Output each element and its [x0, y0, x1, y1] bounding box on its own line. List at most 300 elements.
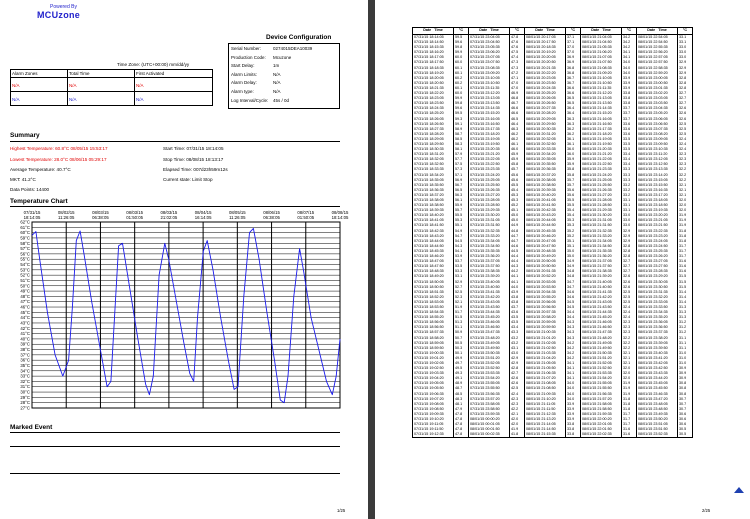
log-datetime-cell: 08/01/15 22:54:05: [637, 35, 678, 41]
alarm-cell: N/A: [136, 83, 144, 88]
log-temp-cell: 31.3: [678, 305, 693, 310]
log-temp-cell: 34.2: [622, 40, 637, 45]
log-temp-cell: 32.6: [678, 111, 693, 116]
log-datetime-cell: 07/31/15 23:23:35: [469, 167, 510, 172]
log-temp-cell: 32.9: [622, 229, 637, 234]
log-temp-cell: 52.3: [454, 295, 469, 300]
log-temp-cell: 32.8: [622, 244, 637, 249]
log-datetime-cell: 08/01/15 23:48:05: [637, 402, 678, 407]
log-temp-cell: 50.1: [454, 351, 469, 356]
log-datetime-cell: 07/31/15 23:43:05: [469, 300, 510, 305]
log-temp-cell: 51.7: [454, 310, 469, 315]
log-datetime-cell: 08/01/15 23:15:50: [637, 183, 678, 188]
log-datetime-cell: 08/01/15 23:48:50: [637, 407, 678, 412]
log-temp-cell: 47.5: [510, 50, 525, 55]
log-temp-cell: 60.0: [454, 55, 469, 60]
log-temp-cell: 46.1: [510, 142, 525, 147]
log-datetime-cell: 08/01/15 20:33:35: [525, 147, 566, 152]
log-datetime-cell: 07/31/15 23:14:35: [469, 106, 510, 111]
log-datetime-cell: 08/01/15 21:57:20: [581, 397, 622, 402]
log-datetime-cell: 08/01/15 23:09:50: [637, 142, 678, 147]
log-temp-cell: 32.5: [622, 295, 637, 300]
log-temp-cell: 32.2: [622, 341, 637, 346]
log-datetime-cell: 07/31/15 23:11:35: [469, 86, 510, 91]
summary-title: Summary: [10, 132, 40, 139]
log-temp-cell: 32.4: [622, 315, 637, 320]
log-temp-cell: 32.7: [678, 91, 693, 96]
log-temp-cell: 33.7: [622, 106, 637, 111]
log-datetime-cell: 08/01/15 21:19:05: [581, 137, 622, 142]
log-temp-cell: 47.4: [510, 55, 525, 60]
log-datetime-cell: 08/01/15 21:36:20: [581, 254, 622, 259]
log-datetime-cell: 08/01/15 23:36:05: [637, 320, 678, 325]
log-temp-cell: 33.5: [622, 137, 637, 142]
log-datetime-cell: 07/31/15 23:31:50: [469, 223, 510, 228]
x-tick-time: 06:38:05: [92, 215, 109, 220]
log-datetime-cell: 07/31/15 23:41:35: [469, 290, 510, 295]
log-temp-cell: 33.8: [566, 427, 581, 432]
log-header-time: Time: [602, 28, 611, 33]
log-temp-cell: 46.0: [510, 147, 525, 152]
log-temp-cell: 32.8: [622, 254, 637, 259]
log-temp-cell: 47.2: [510, 71, 525, 76]
log-datetime-cell: 08/01/15 20:40:20: [525, 193, 566, 198]
y-tick-label: 61°C: [20, 224, 30, 230]
x-tick-date: 08/03/15: [126, 210, 144, 215]
log-datetime-cell: 08/01/15 22:59:20: [637, 71, 678, 76]
log-datetime-cell: 08/01/15 20:52:20: [525, 274, 566, 279]
log-temp-cell: 35.0: [566, 249, 581, 254]
log-header-time: Time: [490, 28, 499, 33]
log-datetime-cell: 08/01/15 23:37:35: [637, 330, 678, 335]
log-temp-cell: 56.3: [454, 193, 469, 198]
log-temp-cell: 36.7: [566, 81, 581, 86]
log-temp-cell: 37.0: [566, 50, 581, 55]
log-datetime-cell: 08/01/15 20:51:35: [525, 269, 566, 274]
log-datetime-cell: 07/31/15 23:34:50: [469, 244, 510, 249]
log-temp-cell: 31.6: [678, 259, 693, 264]
log-datetime-cell: 08/01/15 21:53:35: [581, 371, 622, 376]
log-temp-cell: 45.8: [510, 162, 525, 167]
log-datetime-cell: 08/01/15 23:08:20: [637, 132, 678, 137]
y-tick-label: 45°C: [20, 309, 30, 315]
alarm-zones-table: [10, 69, 213, 106]
log-column-header: [581, 28, 622, 35]
log-datetime-cell: 08/01/15 23:22:35: [637, 229, 678, 234]
log-datetime-cell: 08/01/15 20:22:20: [525, 71, 566, 76]
log-temp-cell: 32.8: [678, 76, 693, 81]
log-datetime-cell: 08/01/15 00:01:05: [469, 422, 510, 427]
log-temp-cell: 33.1: [678, 35, 693, 41]
log-temp-cell: 46.8: [510, 96, 525, 101]
log-datetime-cell: 08/01/15 23:03:05: [637, 96, 678, 101]
log-datetime-cell: 08/01/15 21:20:35: [581, 147, 622, 152]
log-datetime-cell: 08/01/15 20:37:20: [525, 173, 566, 178]
log-temp-cell: 35.7: [566, 183, 581, 188]
log-datetime-cell: 08/01/15 21:13:05: [581, 96, 622, 101]
log-temp-cell: 59.6: [454, 106, 469, 111]
log-datetime-cell: 07/31/15 18:33:35: [413, 167, 454, 172]
log-temp-cell: 30.9: [678, 371, 693, 376]
data-points: Data Points: 14400: [10, 187, 50, 192]
log-datetime-cell: 08/01/15 20:23:50: [525, 81, 566, 86]
x-tick-date: 08/07/15: [297, 210, 315, 215]
log-datetime-cell: 08/01/15 23:43:35: [637, 371, 678, 376]
log-datetime-cell: 08/01/15 20:25:20: [525, 91, 566, 96]
log-temp-cell: 58.1: [454, 147, 469, 152]
log-datetime-cell: 07/31/15 23:52:50: [469, 366, 510, 371]
log-temp-cell: 32.5: [678, 127, 693, 132]
log-datetime-cell: 08/01/15 20:30:35: [525, 127, 566, 132]
log-temp-cell: 51.9: [454, 305, 469, 310]
table-row: [413, 173, 693, 178]
log-datetime-cell: 07/31/15 23:59:35: [469, 412, 510, 417]
log-temp-cell: 45.3: [510, 198, 525, 203]
log-datetime-cell: 07/31/15 18:30:35: [413, 147, 454, 152]
log-datetime-cell: 08/01/15 20:20:05: [525, 55, 566, 60]
log-datetime-cell: 07/31/15 18:40:20: [413, 213, 454, 218]
log-temp-cell: 34.3: [566, 336, 581, 341]
device-config-value: N/A: [273, 80, 281, 86]
log-temp-cell: 42.0: [510, 422, 525, 427]
log-datetime-cell: 08/01/15 21:06:20: [581, 50, 622, 55]
log-temp-cell: 33.1: [622, 198, 637, 203]
x-tick-time: 16:14:05: [194, 215, 212, 220]
log-temp-cell: 36.8: [566, 71, 581, 76]
log-temp-cell: 47.8: [510, 35, 525, 41]
y-tick-label: 60°C: [20, 230, 30, 236]
log-temp-cell: 34.0: [566, 386, 581, 391]
log-datetime-cell: 07/31/15 18:50:50: [413, 285, 454, 290]
log-datetime-cell: 08/01/15 21:04:05: [581, 35, 622, 41]
log-datetime-cell: 08/01/15 20:32:05: [525, 137, 566, 142]
log-temp-cell: 32.0: [678, 203, 693, 208]
device-config-label: Serial Number:: [231, 46, 262, 51]
log-temp-cell: 41.9: [510, 427, 525, 432]
log-datetime-cell: 07/31/15 23:57:20: [469, 397, 510, 402]
log-column-header: °C: [622, 28, 637, 35]
y-tick-label: 48°C: [20, 293, 30, 299]
log-temp-cell: 34.5: [566, 305, 581, 310]
log-datetime-cell: 08/01/15 21:07:20: [525, 376, 566, 381]
log-temp-cell: 32.2: [678, 178, 693, 183]
log-temp-cell: 36.0: [566, 152, 581, 157]
log-temp-cell: 30.6: [678, 417, 693, 422]
device-config-label: Alarm type:: [231, 89, 254, 94]
log-datetime-cell: 08/01/15 23:16:35: [637, 188, 678, 193]
log-datetime-cell: 08/01/15 23:00:05: [637, 76, 678, 81]
log-column-header: °C: [566, 28, 581, 35]
log-temp-cell: 36.4: [566, 106, 581, 111]
temperature-chart: [0, 206, 350, 411]
log-datetime-cell: 07/31/15 18:29:50: [413, 142, 454, 147]
log-datetime-cell: 08/01/15 21:28:05: [581, 198, 622, 203]
log-temp-cell: 42.9: [510, 356, 525, 361]
chart-title: Temperature Chart: [10, 198, 68, 205]
alarm-col-zones: Alarm Zones: [12, 71, 38, 76]
log-datetime-cell: 07/31/15 23:33:20: [469, 234, 510, 239]
log-datetime-cell: 08/01/15 23:29:20: [637, 274, 678, 279]
log-temp-cell: 56.7: [454, 183, 469, 188]
table-row: [413, 392, 693, 397]
log-temp-cell: 34.6: [566, 290, 581, 295]
log-datetime-cell: 07/31/15 18:23:05: [413, 96, 454, 101]
marked-event-title: Marked Event: [10, 424, 53, 431]
log-datetime-cell: 07/31/15 23:30:20: [469, 213, 510, 218]
log-temp-cell: 46.6: [510, 106, 525, 111]
y-tick-label: 50°C: [20, 283, 30, 289]
log-datetime-cell: 07/31/15 23:49:05: [469, 341, 510, 346]
log-temp-cell: 32.2: [622, 346, 637, 351]
log-datetime-cell: 07/31/15 23:29:35: [469, 208, 510, 213]
x-tick-time: 18:14:05: [331, 215, 349, 220]
log-temp-cell: 42.6: [510, 376, 525, 381]
x-tick-date: 08/03/15: [92, 210, 109, 215]
log-temp-cell: 34.6: [566, 295, 581, 300]
device-config-value: 0274015DEA10039: [273, 46, 313, 51]
log-temp-cell: 34.0: [622, 60, 637, 65]
log-datetime-cell: 07/31/15 18:59:05: [413, 341, 454, 346]
log-datetime-cell: 07/31/15 23:37:50: [469, 264, 510, 269]
log-datetime-cell: 07/31/15 19:00:35: [413, 351, 454, 356]
log-temp-cell: 32.3: [622, 325, 637, 330]
log-temp-cell: 35.8: [566, 173, 581, 178]
temperature-log-table: [412, 27, 693, 438]
log-column-header: °C: [510, 28, 525, 35]
log-temp-cell: 34.4: [566, 315, 581, 320]
log-temp-cell: 31.4: [678, 290, 693, 295]
log-datetime-cell: 07/31/15 23:39:20: [469, 274, 510, 279]
table-row: [413, 386, 693, 391]
log-temp-cell: 49.7: [454, 361, 469, 366]
log-datetime-cell: 07/31/15 23:52:05: [469, 361, 510, 366]
log-datetime-cell: 08/01/15 20:31:20: [525, 132, 566, 137]
page-number: 1/25: [337, 508, 346, 513]
log-datetime-cell: 07/31/15 18:25:20: [413, 111, 454, 116]
log-datetime-cell: 08/01/15 21:56:35: [581, 392, 622, 397]
log-datetime-cell: 07/31/15 23:04:50: [469, 40, 510, 45]
log-temp-cell: 34.2: [622, 45, 637, 50]
log-datetime-cell: 07/31/15 23:13:50: [469, 101, 510, 106]
log-datetime-cell: 08/01/15 20:53:05: [525, 280, 566, 285]
table-row: [413, 71, 693, 76]
log-datetime-cell: 07/31/15 19:04:20: [413, 376, 454, 381]
log-datetime-cell: 08/01/15 21:11:50: [525, 407, 566, 412]
log-datetime-cell: 08/01/15 23:03:50: [637, 101, 678, 106]
log-temp-cell: 31.8: [622, 397, 637, 402]
log-datetime-cell: 07/31/15 18:26:05: [413, 117, 454, 122]
log-datetime-cell: 07/31/15 19:08:05: [413, 402, 454, 407]
log-datetime-cell: 08/01/15 20:47:05: [525, 239, 566, 244]
log-datetime-cell: 08/01/15 21:12:20: [581, 91, 622, 96]
log-datetime-cell: 07/31/15 18:53:05: [413, 300, 454, 305]
table-row: [413, 60, 693, 65]
log-temp-cell: 60.1: [454, 71, 469, 76]
log-datetime-cell: 07/31/15 18:20:50: [413, 81, 454, 86]
x-tick-time: 21:02:05: [160, 215, 178, 220]
y-tick-label: 33°C: [20, 373, 30, 379]
log-datetime-cell: 07/31/15 23:49:50: [469, 346, 510, 351]
log-temp-cell: 35.6: [566, 193, 581, 198]
log-temp-cell: 34.3: [566, 325, 581, 330]
log-datetime-cell: 08/01/15 23:21:05: [637, 218, 678, 223]
log-datetime-cell: 08/01/15 21:25:05: [581, 178, 622, 183]
log-temp-cell: 52.1: [454, 300, 469, 305]
log-temp-cell: 31.9: [678, 223, 693, 228]
log-datetime-cell: 07/31/15 18:56:50: [413, 325, 454, 330]
log-temp-cell: 34.1: [566, 366, 581, 371]
log-temp-cell: 58.9: [454, 127, 469, 132]
log-datetime-cell: 08/01/15 21:46:05: [581, 320, 622, 325]
log-temp-cell: 47.8: [454, 422, 469, 427]
log-column-header: [637, 28, 678, 35]
log-temp-cell: 45.0: [510, 213, 525, 218]
log-temp-cell: 32.5: [622, 290, 637, 295]
log-temp-cell: 33.8: [622, 96, 637, 101]
log-temp-cell: 35.2: [566, 234, 581, 239]
log-temp-cell: 33.6: [622, 122, 637, 127]
y-tick-label: 32°C: [20, 378, 30, 384]
log-datetime-cell: 08/01/15 21:52:05: [581, 361, 622, 366]
report-page-2: [375, 0, 750, 519]
log-temp-cell: 56.5: [454, 188, 469, 193]
log-datetime-cell: 08/01/15 20:56:05: [525, 300, 566, 305]
log-datetime-cell: 08/01/15 23:00:50: [637, 81, 678, 86]
log-datetime-cell: 07/31/15 19:02:05: [413, 361, 454, 366]
log-datetime-cell: 08/01/15 20:17:50: [525, 40, 566, 45]
log-datetime-cell: 07/31/15 18:52:20: [413, 295, 454, 300]
log-datetime-cell: 08/01/15 23:51:05: [637, 422, 678, 427]
log-datetime-cell: 08/01/15 21:16:50: [581, 122, 622, 127]
log-datetime-cell: 08/01/15 23:34:35: [637, 310, 678, 315]
log-temp-cell: 44.8: [510, 229, 525, 234]
log-temp-cell: 32.4: [678, 142, 693, 147]
log-temp-cell: 55.1: [454, 223, 469, 228]
log-datetime-cell: 07/31/15 23:06:20: [469, 50, 510, 55]
log-temp-cell: 35.1: [566, 239, 581, 244]
log-datetime-cell: 08/01/15 20:26:05: [525, 96, 566, 101]
timezone-text: Time Zone: (UTC+00:00) mm/dd/yy: [117, 62, 190, 67]
log-datetime-cell: 08/01/15 23:42:50: [637, 366, 678, 371]
log-column-header: [469, 28, 510, 35]
log-datetime-cell: 08/01/15 23:09:05: [637, 137, 678, 142]
log-temp-cell: 47.9: [454, 407, 469, 412]
device-config-title: Device Configuration: [266, 34, 332, 41]
log-datetime-cell: 08/01/15 23:46:35: [637, 392, 678, 397]
log-datetime-cell: 07/31/15 23:37:05: [469, 259, 510, 264]
table-row: [413, 223, 693, 228]
log-temp-cell: 33.0: [622, 223, 637, 228]
log-temp-cell: 48.3: [454, 397, 469, 402]
log-temp-cell: 33.2: [622, 193, 637, 198]
log-temp-cell: 32.2: [678, 167, 693, 172]
log-temp-cell: 31.1: [678, 336, 693, 341]
log-temp-cell: 49.9: [454, 356, 469, 361]
log-datetime-cell: 08/01/15 21:05:35: [581, 45, 622, 50]
table-row: [413, 229, 693, 234]
log-temp-cell: 37.1: [566, 40, 581, 45]
log-datetime-cell: 07/31/15 23:28:50: [469, 203, 510, 208]
log-datetime-cell: 07/31/15 23:13:05: [469, 96, 510, 101]
log-temp-cell: 31.8: [678, 239, 693, 244]
log-datetime-cell: 07/31/15 23:19:50: [469, 142, 510, 147]
log-temp-cell: 34.0: [566, 392, 581, 397]
log-temp-cell: 60.0: [454, 91, 469, 96]
log-temp-cell: 33.8: [566, 432, 581, 438]
log-datetime-cell: 07/31/15 23:22:50: [469, 162, 510, 167]
log-datetime-cell: 07/31/15 23:55:05: [469, 381, 510, 386]
log-temp-cell: 45.6: [510, 178, 525, 183]
log-datetime-cell: 08/01/15 20:49:20: [525, 254, 566, 259]
log-datetime-cell: 07/31/15 18:58:20: [413, 336, 454, 341]
log-temp-cell: 34.2: [622, 35, 637, 41]
log-temp-cell: 35.4: [566, 213, 581, 218]
log-temp-cell: 33.0: [622, 218, 637, 223]
log-temp-cell: 47.6: [510, 45, 525, 50]
log-header-date: Date: [591, 28, 600, 33]
log-temp-cell: 31.2: [678, 330, 693, 335]
log-datetime-cell: 07/31/15 23:27:20: [469, 193, 510, 198]
log-temp-cell: 54.3: [454, 244, 469, 249]
log-datetime-cell: 08/01/15 21:17:35: [581, 127, 622, 132]
log-temp-cell: 43.6: [510, 310, 525, 315]
log-temp-cell: 44.1: [510, 280, 525, 285]
log-datetime-cell: 08/01/15 21:55:50: [581, 386, 622, 391]
log-datetime-cell: 08/01/15 21:43:05: [581, 300, 622, 305]
log-temp-cell: 33.0: [678, 55, 693, 60]
log-datetime-cell: 07/31/15 19:07:20: [413, 397, 454, 402]
log-temp-cell: 44.4: [510, 254, 525, 259]
log-datetime-cell: 08/01/15 23:30:50: [637, 285, 678, 290]
log-temp-cell: 30.6: [678, 422, 693, 427]
log-datetime-cell: 07/31/15 23:55:50: [469, 386, 510, 391]
log-temp-cell: 31.9: [622, 386, 637, 391]
device-config-label: Start Delay:: [231, 63, 255, 69]
log-datetime-cell: 08/01/15 23:39:05: [637, 341, 678, 346]
log-temp-cell: 32.4: [678, 137, 693, 142]
log-temp-cell: 44.1: [510, 274, 525, 279]
log-temp-cell: 42.8: [510, 366, 525, 371]
log-temp-cell: 60.0: [454, 60, 469, 65]
y-tick-label: 52°C: [20, 272, 30, 278]
log-temp-cell: 45.5: [510, 183, 525, 188]
y-tick-label: 34°C: [20, 368, 30, 374]
log-temp-cell: 31.7: [622, 417, 637, 422]
scroll-up-icon[interactable]: [734, 487, 744, 493]
log-temp-cell: 43.5: [510, 320, 525, 325]
log-temp-cell: 32.1: [678, 188, 693, 193]
log-temp-cell: 56.1: [454, 198, 469, 203]
y-tick-label: 43°C: [20, 320, 30, 326]
y-tick-label: 47°C: [20, 299, 30, 305]
log-datetime-cell: 08/01/15 20:45:35: [525, 229, 566, 234]
log-datetime-cell: 08/01/15 20:29:50: [525, 122, 566, 127]
log-datetime-cell: 07/31/15 19:11:50: [413, 427, 454, 432]
log-datetime-cell: 07/31/15 18:45:35: [413, 249, 454, 254]
log-temp-cell: 58.7: [454, 132, 469, 137]
log-datetime-cell: 07/31/15 23:51:20: [469, 356, 510, 361]
log-datetime-cell: 08/01/15 23:27:05: [637, 259, 678, 264]
log-datetime-cell: 07/31/15 18:28:20: [413, 132, 454, 137]
log-datetime-cell: 08/01/15 23:10:35: [637, 147, 678, 152]
log-temp-cell: 60.2: [454, 81, 469, 86]
log-temp-cell: 36.2: [566, 127, 581, 132]
log-datetime-cell: 08/01/15 20:35:50: [525, 162, 566, 167]
log-datetime-cell: 08/01/15 23:14:20: [637, 173, 678, 178]
log-temp-cell: 34.0: [566, 381, 581, 386]
log-datetime-cell: 08/01/15 23:50:20: [637, 417, 678, 422]
log-datetime-cell: 07/31/15 18:35:05: [413, 178, 454, 183]
